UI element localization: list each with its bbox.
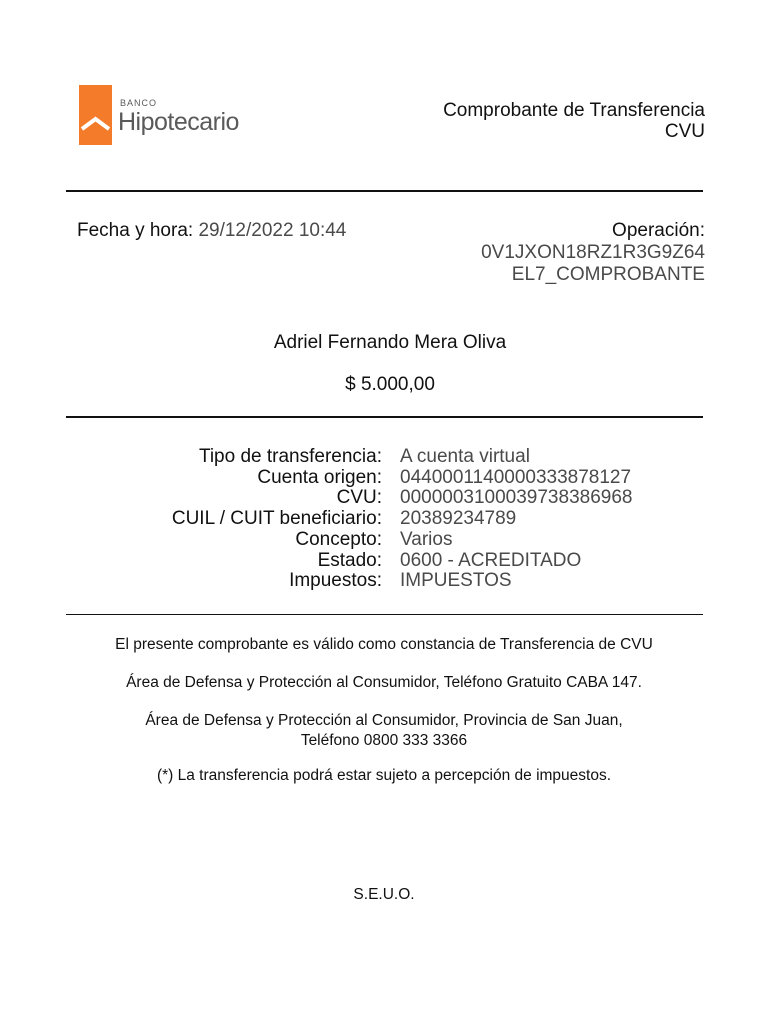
note-defensa-san-juan-line-2: Teléfono 0800 333 3366: [300, 732, 468, 749]
title-line-1: Comprobante de Transferencia: [443, 100, 705, 121]
title-line-2: CVU: [664, 121, 705, 142]
operacion-value-line-1: 0V1JXON18RZ1R3G9Z64: [481, 242, 705, 263]
details-list: [0, 447, 768, 592]
operacion-label: Operación:: [612, 220, 705, 241]
detail-row-cuenta-origen: [0, 468, 768, 489]
fecha-value: 29/12/2022 10:44: [198, 220, 347, 241]
note-defensa-san-juan: [0, 711, 768, 751]
detail-label: CUIL / CUIT beneficiario:: [171, 508, 382, 530]
beneficiary-name: Adriel Fernando Mera Oliva: [273, 332, 507, 353]
detail-value: 0000003100039738386968: [400, 487, 633, 509]
detail-row-cuil: [0, 509, 768, 530]
detail-label: CVU:: [336, 487, 382, 509]
note-validez: El presente comprobante es válido como constancia de Transferencia de CVU: [115, 636, 653, 653]
divider-top: [66, 190, 703, 192]
detail-value: 20389234789: [400, 508, 517, 530]
logo-small-text: BANCO: [120, 98, 158, 108]
detail-row-concepto: [0, 530, 768, 551]
note-impuestos: (*) La transferencia podrá estar sujeto a percepción de impuestos.: [156, 767, 612, 784]
detail-row-impuestos: [0, 571, 768, 592]
operacion: [481, 220, 705, 286]
detail-label: Estado:: [317, 549, 382, 571]
detail-value: 0440001140000333878127: [400, 466, 632, 488]
amount: $ 5.000,00: [345, 374, 435, 395]
divider-middle: [66, 416, 703, 418]
divider-bottom: [66, 614, 703, 615]
note-seuo: S.E.U.O.: [353, 886, 415, 903]
detail-label: Tipo de transferencia:: [198, 446, 382, 467]
detail-value: 0600 - ACREDITADO: [400, 549, 582, 571]
document-title: [443, 100, 705, 142]
detail-label: Impuestos:: [289, 570, 382, 592]
house-logo-icon: [79, 85, 112, 145]
detail-row-tipo: [0, 447, 768, 468]
detail-row-estado: [0, 551, 768, 572]
detail-value: A cuenta virtual: [400, 446, 530, 467]
detail-label: Cuenta origen:: [257, 466, 382, 488]
fecha-label: Fecha y hora:: [77, 220, 194, 241]
operacion-value-line-2: EL7_COMPROBANTE: [511, 264, 705, 285]
logo-name-text: Hipotecario: [118, 108, 239, 136]
detail-label: Concepto:: [295, 528, 382, 550]
bank-logo: [79, 85, 269, 145]
detail-value: IMPUESTOS: [400, 570, 512, 592]
note-defensa-san-juan-line-1: Área de Defensa y Protección al Consumidor, Provincia de San Juan,: [145, 712, 623, 729]
fecha-hora: [77, 220, 346, 242]
detail-value: Varios: [400, 528, 453, 550]
note-defensa-caba: Área de Defensa y Protección al Consumidor, Teléfono Gratuito CABA 147.: [126, 674, 642, 691]
detail-row-cvu: [0, 488, 768, 509]
